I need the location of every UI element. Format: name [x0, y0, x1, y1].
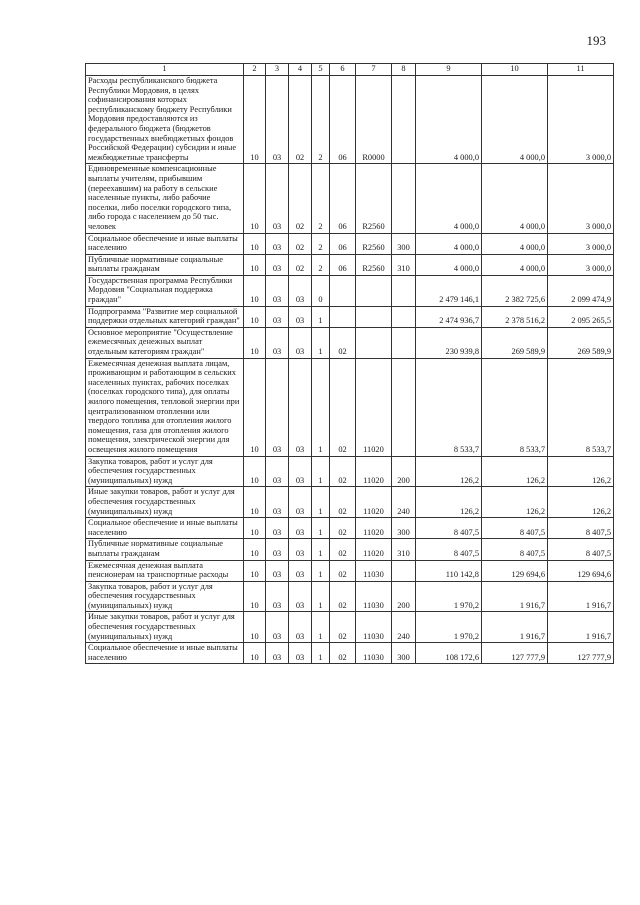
- amount-year-2: 2 378 516,2: [482, 306, 548, 327]
- subsection-code: 03: [266, 643, 289, 664]
- section-code: 10: [244, 306, 266, 327]
- table-row: [86, 275, 614, 306]
- subsection-code: 03: [266, 456, 289, 487]
- measure-code: [330, 275, 356, 306]
- subprogram-code: 2: [312, 233, 330, 254]
- section-code: 10: [244, 539, 266, 560]
- expense-type-code: [392, 327, 416, 358]
- table-row: [86, 306, 614, 327]
- table-row: [86, 164, 614, 233]
- column-header: 8: [392, 64, 416, 76]
- expense-type-code: 300: [392, 643, 416, 664]
- section-code: 10: [244, 233, 266, 254]
- expense-type-code: 300: [392, 518, 416, 539]
- amount-year-2: 127 777,9: [482, 643, 548, 664]
- amount-year-3: 126,2: [548, 456, 614, 487]
- expense-name: Расходы республиканского бюджета Республики Мордовия, в целях софинансирования которых республиканскому бюджету Республики Мордовия предоставляются из федерального бюджета (бюджетов государственных внебюджетных фондов Российской Федерации) субсидии и иные межбюджетные трансферты: [86, 76, 244, 164]
- measure-code: 02: [330, 487, 356, 518]
- amount-year-1: 126,2: [416, 456, 482, 487]
- program-code: 03: [289, 560, 312, 581]
- table-row: [86, 518, 614, 539]
- expense-name: Закупка товаров, работ и услуг для обеспечения государственных (муниципальных) нужд: [86, 456, 244, 487]
- column-header: 5: [312, 64, 330, 76]
- table-row: [86, 612, 614, 643]
- amount-year-3: 2 095 265,5: [548, 306, 614, 327]
- table-row: [86, 76, 614, 164]
- table-row: [86, 539, 614, 560]
- direction-code: [356, 275, 392, 306]
- amount-year-2: 8 533,7: [482, 358, 548, 456]
- direction-code: R2560: [356, 233, 392, 254]
- expense-type-code: 200: [392, 456, 416, 487]
- column-header: 3: [266, 64, 289, 76]
- table-row: [86, 581, 614, 612]
- program-code: 03: [289, 643, 312, 664]
- program-code: 03: [289, 518, 312, 539]
- measure-code: [330, 306, 356, 327]
- program-code: 03: [289, 581, 312, 612]
- measure-code: 02: [330, 358, 356, 456]
- expense-type-code: 310: [392, 539, 416, 560]
- expense-name: Публичные нормативные социальные выплаты гражданам: [86, 254, 244, 275]
- amount-year-1: 4 000,0: [416, 254, 482, 275]
- amount-year-3: 2 099 474,9: [548, 275, 614, 306]
- expense-name: Подпрограмма "Развитие мер социальной поддержки отдельных категорий граждан": [86, 306, 244, 327]
- expense-name: Ежемесячная денежная выплата лицам, проживающим и работающим в сельских населенных пунктах, рабочих поселках (поселках городского типа), для оплаты жилого помещения, тепловой энергии при централизованном отоплении или твердого топлива для отопления жилого помещения, газа для отопления жилого помещения, электрической энергии для освещения жилого помещения: [86, 358, 244, 456]
- subsection-code: 03: [266, 164, 289, 233]
- header-row: [86, 64, 614, 76]
- amount-year-2: 4 000,0: [482, 233, 548, 254]
- amount-year-2: 126,2: [482, 456, 548, 487]
- amount-year-1: 110 142,8: [416, 560, 482, 581]
- column-header: 10: [482, 64, 548, 76]
- expense-type-code: [392, 358, 416, 456]
- direction-code: R2560: [356, 254, 392, 275]
- amount-year-3: 1 916,7: [548, 581, 614, 612]
- direction-code: 11030: [356, 612, 392, 643]
- subprogram-code: 0: [312, 275, 330, 306]
- table-row: [86, 254, 614, 275]
- subprogram-code: 2: [312, 254, 330, 275]
- subprogram-code: 1: [312, 487, 330, 518]
- measure-code: 06: [330, 164, 356, 233]
- table-body: [86, 76, 614, 664]
- subprogram-code: 1: [312, 306, 330, 327]
- subsection-code: 03: [266, 487, 289, 518]
- amount-year-2: 129 694,6: [482, 560, 548, 581]
- section-code: 10: [244, 76, 266, 164]
- amount-year-1: 4 000,0: [416, 164, 482, 233]
- table-row: [86, 358, 614, 456]
- direction-code: 11020: [356, 456, 392, 487]
- subsection-code: 03: [266, 76, 289, 164]
- expense-type-code: [392, 306, 416, 327]
- direction-code: 11020: [356, 518, 392, 539]
- amount-year-2: 269 589,9: [482, 327, 548, 358]
- amount-year-3: 269 589,9: [548, 327, 614, 358]
- column-header: 9: [416, 64, 482, 76]
- amount-year-1: 1 970,2: [416, 612, 482, 643]
- expense-type-code: [392, 164, 416, 233]
- expense-type-code: 240: [392, 612, 416, 643]
- expense-name: Публичные нормативные социальные выплаты гражданам: [86, 539, 244, 560]
- direction-code: 11020: [356, 539, 392, 560]
- expense-type-code: 240: [392, 487, 416, 518]
- program-code: 03: [289, 358, 312, 456]
- program-code: 03: [289, 327, 312, 358]
- subprogram-code: 1: [312, 456, 330, 487]
- table-row: [86, 456, 614, 487]
- program-code: 03: [289, 539, 312, 560]
- column-header: 11: [548, 64, 614, 76]
- amount-year-3: 8 407,5: [548, 518, 614, 539]
- expense-name: Ежемесячная денежная выплата пенсионерам на транспортные расходы: [86, 560, 244, 581]
- measure-code: 02: [330, 581, 356, 612]
- amount-year-3: 8 533,7: [548, 358, 614, 456]
- subsection-code: 03: [266, 306, 289, 327]
- amount-year-1: 4 000,0: [416, 233, 482, 254]
- section-code: 10: [244, 254, 266, 275]
- program-code: 03: [289, 306, 312, 327]
- amount-year-3: 8 407,5: [548, 539, 614, 560]
- column-header: 7: [356, 64, 392, 76]
- amount-year-3: 1 916,7: [548, 612, 614, 643]
- direction-code: 11020: [356, 358, 392, 456]
- subprogram-code: 2: [312, 76, 330, 164]
- expense-type-code: [392, 76, 416, 164]
- expense-name: Единовременные компенсационные выплаты учителям, прибывшим (переехавшим) на работу в сельские населенные пункты, либо рабочие поселки, либо поселки городского типа, либо города с населением до 50 тыс. человек: [86, 164, 244, 233]
- measure-code: 02: [330, 456, 356, 487]
- page-number: 193: [586, 33, 606, 48]
- expense-name: Иные закупки товаров, работ и услуг для обеспечения государственных (муниципальных) нужд: [86, 487, 244, 518]
- section-code: 10: [244, 612, 266, 643]
- amount-year-2: 8 407,5: [482, 539, 548, 560]
- subprogram-code: 1: [312, 518, 330, 539]
- direction-code: [356, 327, 392, 358]
- measure-code: 02: [330, 518, 356, 539]
- amount-year-2: 1 916,7: [482, 612, 548, 643]
- amount-year-2: 1 916,7: [482, 581, 548, 612]
- measure-code: 02: [330, 327, 356, 358]
- amount-year-2: 4 000,0: [482, 254, 548, 275]
- amount-year-3: 127 777,9: [548, 643, 614, 664]
- program-code: 03: [289, 487, 312, 518]
- program-code: 03: [289, 456, 312, 487]
- program-code: 02: [289, 164, 312, 233]
- amount-year-1: 126,2: [416, 487, 482, 518]
- subsection-code: 03: [266, 275, 289, 306]
- section-code: 10: [244, 487, 266, 518]
- measure-code: 02: [330, 612, 356, 643]
- section-code: 10: [244, 358, 266, 456]
- expense-type-code: [392, 560, 416, 581]
- measure-code: 02: [330, 539, 356, 560]
- table-row: [86, 643, 614, 664]
- amount-year-1: 8 533,7: [416, 358, 482, 456]
- section-code: 10: [244, 518, 266, 539]
- budget-table: [85, 63, 614, 664]
- section-code: 10: [244, 581, 266, 612]
- column-header: 1: [86, 64, 244, 76]
- direction-code: [356, 306, 392, 327]
- subprogram-code: 2: [312, 164, 330, 233]
- amount-year-3: 3 000,0: [548, 233, 614, 254]
- subsection-code: 03: [266, 560, 289, 581]
- column-header: 2: [244, 64, 266, 76]
- program-code: 02: [289, 254, 312, 275]
- program-code: 02: [289, 76, 312, 164]
- table-row: [86, 233, 614, 254]
- amount-year-1: 108 172,6: [416, 643, 482, 664]
- section-code: 10: [244, 327, 266, 358]
- amount-year-2: 4 000,0: [482, 76, 548, 164]
- amount-year-1: 230 939,8: [416, 327, 482, 358]
- subsection-code: 03: [266, 539, 289, 560]
- subprogram-code: 1: [312, 539, 330, 560]
- table-row: [86, 560, 614, 581]
- expense-name: Социальное обеспечение и иные выплаты населению: [86, 518, 244, 539]
- amount-year-3: 3 000,0: [548, 164, 614, 233]
- direction-code: 11030: [356, 581, 392, 612]
- section-code: 10: [244, 275, 266, 306]
- amount-year-1: 4 000,0: [416, 76, 482, 164]
- subsection-code: 03: [266, 518, 289, 539]
- measure-code: 06: [330, 233, 356, 254]
- expense-name: Государственная программа Республики Мордовия "Социальная поддержка граждан": [86, 275, 244, 306]
- column-header: 6: [330, 64, 356, 76]
- subprogram-code: 1: [312, 560, 330, 581]
- expense-name: Основное мероприятие "Осуществление ежемесячных денежных выплат отдельным категориям граждан": [86, 327, 244, 358]
- measure-code: 06: [330, 76, 356, 164]
- amount-year-1: 2 474 936,7: [416, 306, 482, 327]
- subsection-code: 03: [266, 327, 289, 358]
- amount-year-3: 3 000,0: [548, 76, 614, 164]
- amount-year-3: 3 000,0: [548, 254, 614, 275]
- subsection-code: 03: [266, 358, 289, 456]
- amount-year-1: 2 479 146,1: [416, 275, 482, 306]
- amount-year-3: 126,2: [548, 487, 614, 518]
- subprogram-code: 1: [312, 327, 330, 358]
- expense-name: Закупка товаров, работ и услуг для обеспечения государственных (муниципальных) нужд: [86, 581, 244, 612]
- section-code: 10: [244, 643, 266, 664]
- expense-name: Социальное обеспечение и иные выплаты населению: [86, 233, 244, 254]
- subprogram-code: 1: [312, 358, 330, 456]
- subsection-code: 03: [266, 581, 289, 612]
- section-code: 10: [244, 164, 266, 233]
- amount-year-2: 8 407,5: [482, 518, 548, 539]
- program-code: 03: [289, 275, 312, 306]
- program-code: 02: [289, 233, 312, 254]
- expense-type-code: 200: [392, 581, 416, 612]
- program-code: 03: [289, 612, 312, 643]
- amount-year-2: 126,2: [482, 487, 548, 518]
- subprogram-code: 1: [312, 643, 330, 664]
- subsection-code: 03: [266, 254, 289, 275]
- amount-year-2: 4 000,0: [482, 164, 548, 233]
- column-header: 4: [289, 64, 312, 76]
- direction-code: 11030: [356, 560, 392, 581]
- table-row: [86, 327, 614, 358]
- amount-year-1: 8 407,5: [416, 539, 482, 560]
- expense-type-code: [392, 275, 416, 306]
- expense-type-code: 310: [392, 254, 416, 275]
- expense-name: Иные закупки товаров, работ и услуг для обеспечения государственных (муниципальных) нужд: [86, 612, 244, 643]
- expense-type-code: 300: [392, 233, 416, 254]
- direction-code: 11030: [356, 643, 392, 664]
- table-row: [86, 487, 614, 518]
- expense-name: Социальное обеспечение и иные выплаты населению: [86, 643, 244, 664]
- subprogram-code: 1: [312, 612, 330, 643]
- section-code: 10: [244, 456, 266, 487]
- direction-code: 11020: [356, 487, 392, 518]
- subsection-code: 03: [266, 233, 289, 254]
- measure-code: 02: [330, 643, 356, 664]
- amount-year-2: 2 382 725,6: [482, 275, 548, 306]
- amount-year-1: 1 970,2: [416, 581, 482, 612]
- measure-code: 06: [330, 254, 356, 275]
- amount-year-3: 129 694,6: [548, 560, 614, 581]
- amount-year-1: 8 407,5: [416, 518, 482, 539]
- subsection-code: 03: [266, 612, 289, 643]
- direction-code: R0000: [356, 76, 392, 164]
- direction-code: R2560: [356, 164, 392, 233]
- subprogram-code: 1: [312, 581, 330, 612]
- measure-code: 02: [330, 560, 356, 581]
- section-code: 10: [244, 560, 266, 581]
